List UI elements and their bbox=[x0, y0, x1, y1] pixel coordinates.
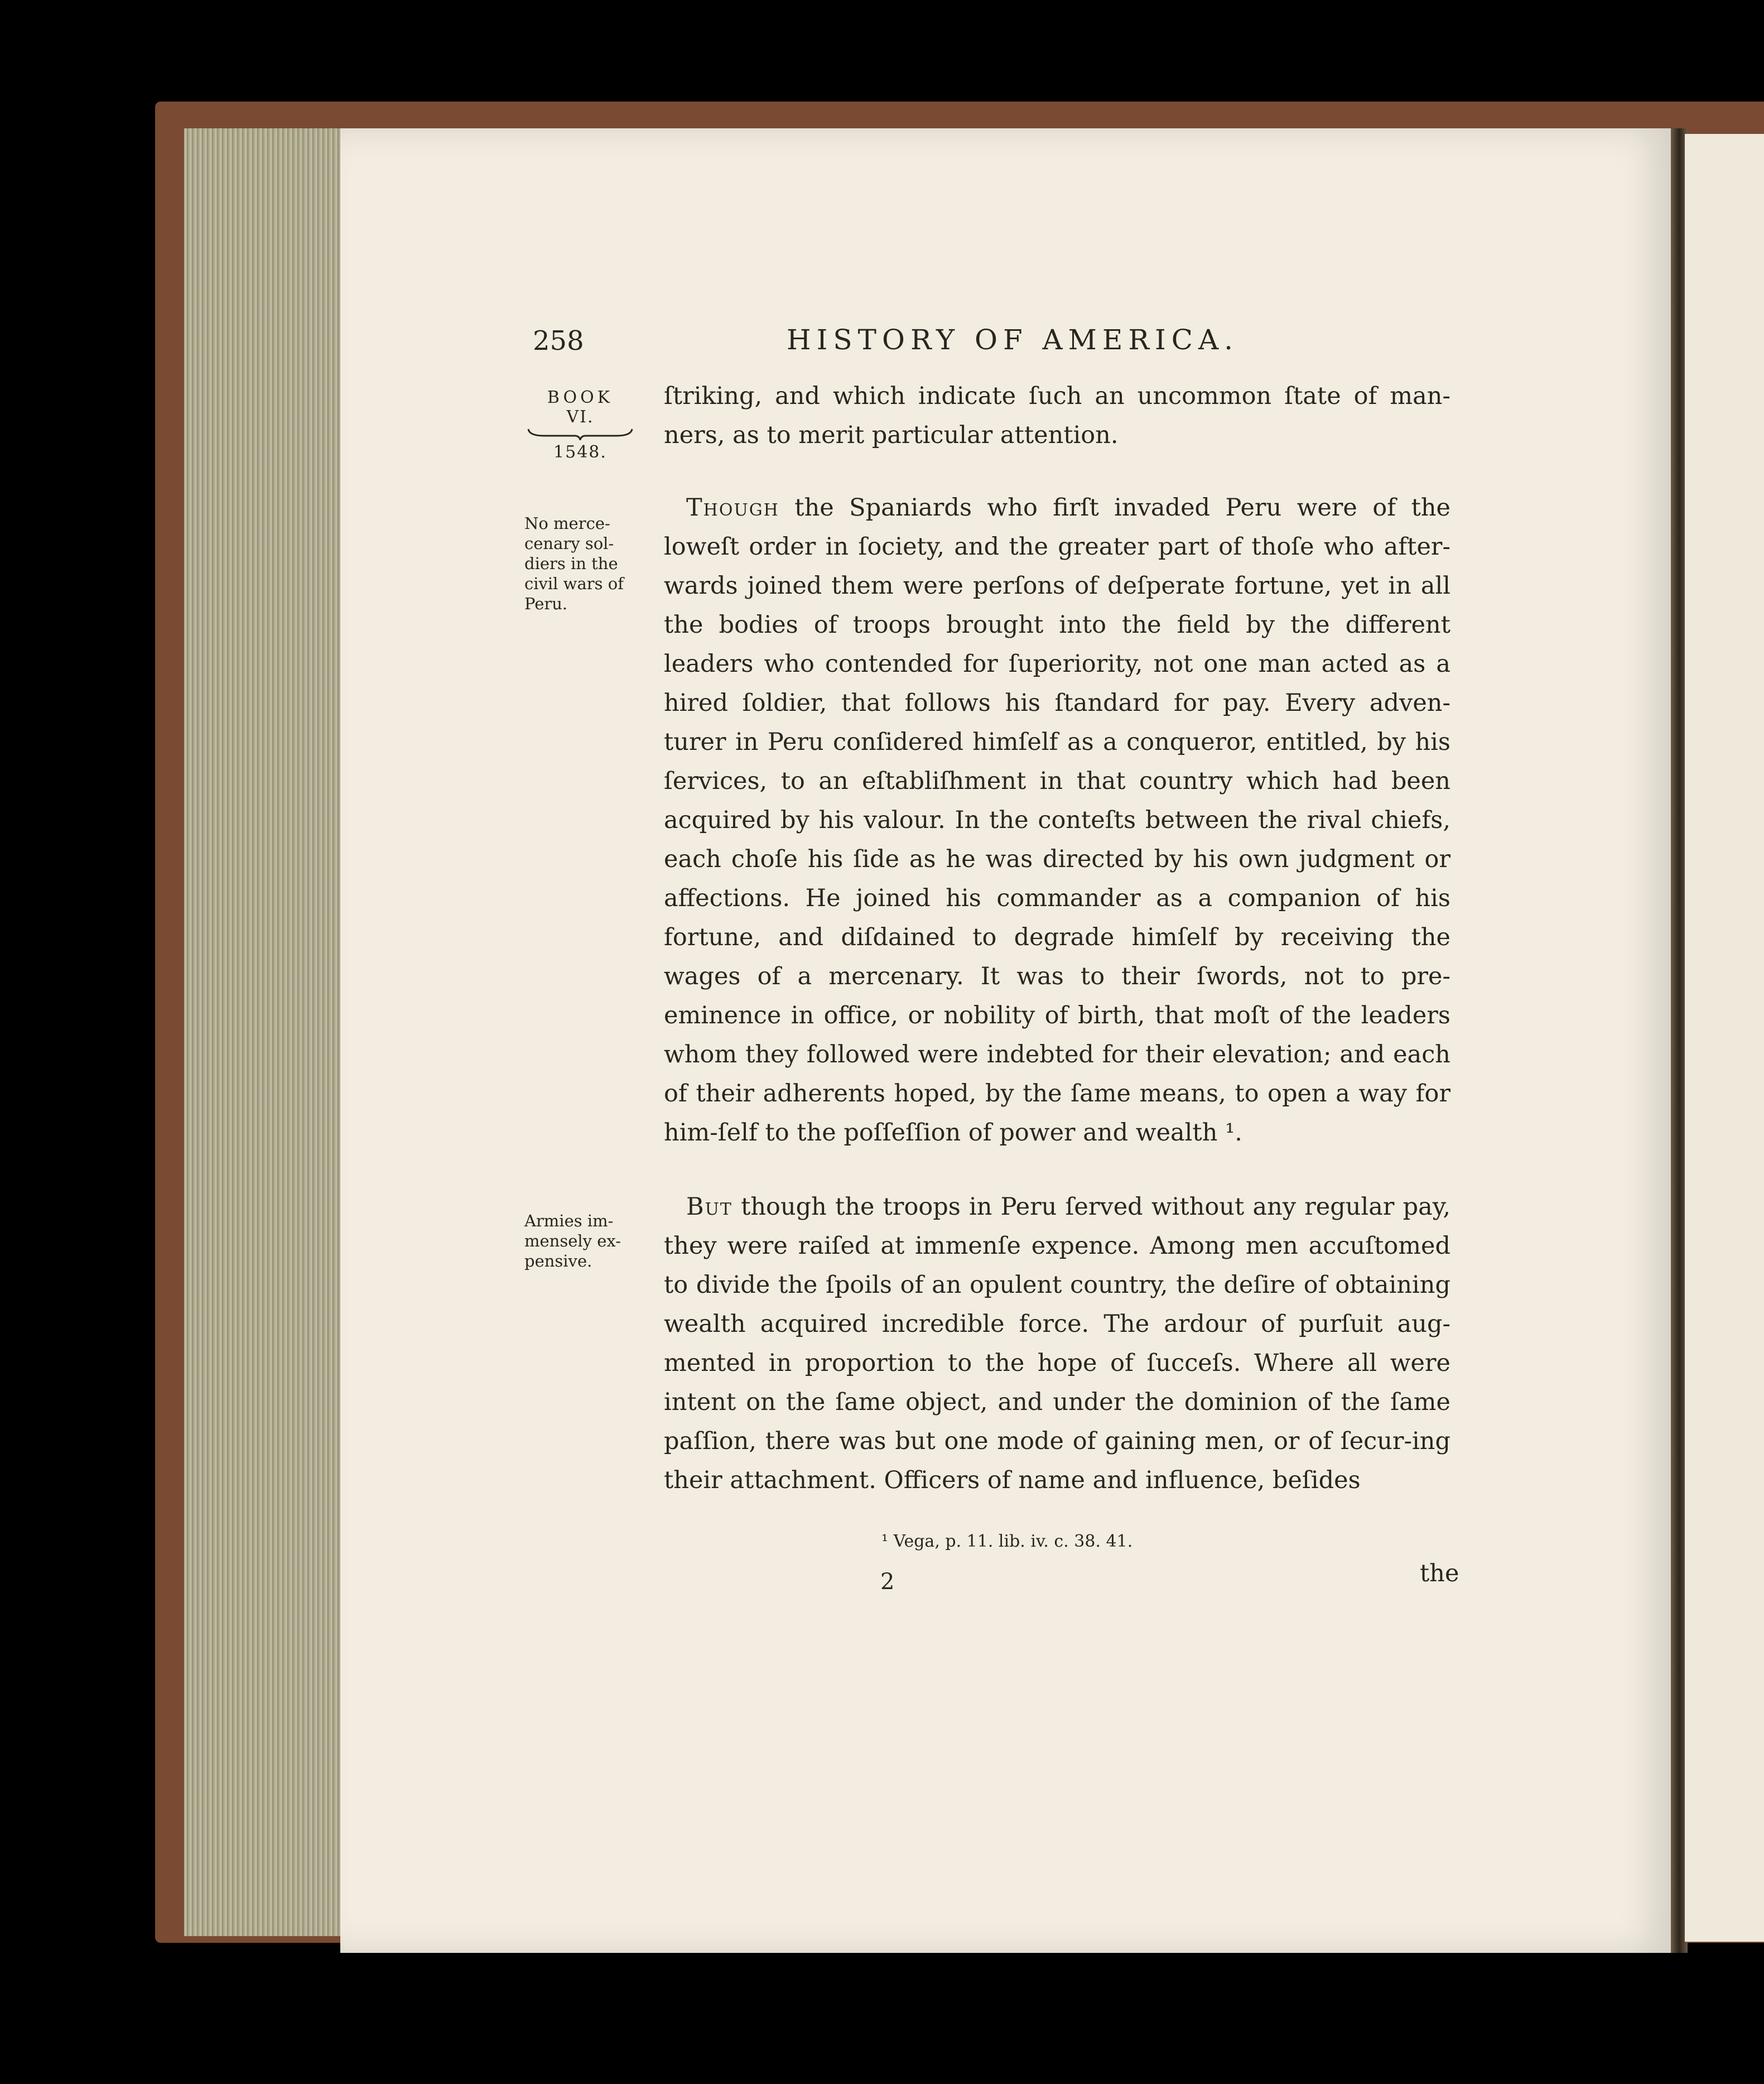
footnote: ¹ Vega, p. 11. lib. iv. c. 38. 41. bbox=[881, 1532, 1133, 1551]
margin-note-armies: Armies im-mensely ex-pensive. bbox=[524, 1211, 621, 1270]
paragraph-text: ſtriking, and which indicate ſuch an uncommon ſtate of man-ners, as to merit particular attention. bbox=[664, 382, 1450, 449]
margin-note-mercenary: No merce-cenary sol-diers in the civil wars of Peru. bbox=[524, 514, 624, 613]
paragraph-text: though the troops in Peru ſerved without any regular pay, they were raiſed at immenſe expence. Among men accuſtomed to divide the ſpoils of an opulent country, the deſire of obtaining wealth acquired incredible force. The ardour of purſuit aug-mented in proportion to the hope of ſucceſs. Where all were intent on the ſame object, and under the dominion of the ſame paſſion, there was but one mode of gaining men, or of ſecur-ing their attachment. Officers of name and influence, beſides bbox=[664, 1193, 1450, 1494]
paragraph-but bbox=[664, 1187, 1450, 1500]
paragraph-continuation bbox=[664, 377, 1450, 455]
page-number: 258 bbox=[533, 325, 584, 357]
facing-page bbox=[1685, 134, 1764, 1942]
brace-ornament bbox=[527, 428, 633, 440]
paragraph-lead: Though bbox=[686, 494, 779, 522]
paragraph-though bbox=[664, 488, 1450, 1152]
paragraph-text: the Spaniards who firſt invaded Peru were of the loweſt order in ſociety, and the greater part of thoſe who after-wards joined them were perſons of deſperate fortune, yet in all the bodies of troops brought into the field by the different leaders who contended for ſuperiority, not one man acted as a hired ſoldier, that follows his ſtandard for pay. Every adven-turer in Peru conſidered himſelf as a conqueror, entitled, by his ſervices, to an eſtabliſhment in that country which had been acquired by his valour. In the conteſts between the rival chiefs, each choſe his ſide as he was directed by his own judgment or affections. He joined his commander as a companion of his fortune, and diſdained to degrade himſelf by receiving the wages of a mercenary. It was to their ſwords, not to pre-eminence in office, or nobility of birth, that moſt of the leaders whom they followed were indebted for their elevation; and each of their adherents hoped, by the ſame means, to open a way for him-ſelf to the poſſeſſion of power and wealth ¹. bbox=[664, 494, 1450, 1147]
book-volume: VI. bbox=[566, 407, 594, 427]
running-head: HISTORY OF AMERICA. bbox=[787, 324, 1238, 356]
book-label: BOOK bbox=[547, 388, 614, 407]
book-marker bbox=[527, 388, 633, 462]
catchword: the bbox=[1420, 1560, 1459, 1587]
signature-mark: 2 bbox=[880, 1569, 895, 1595]
page-edges bbox=[184, 128, 351, 1936]
paragraph-lead: But bbox=[686, 1193, 732, 1221]
year-note: 1548. bbox=[553, 442, 607, 462]
